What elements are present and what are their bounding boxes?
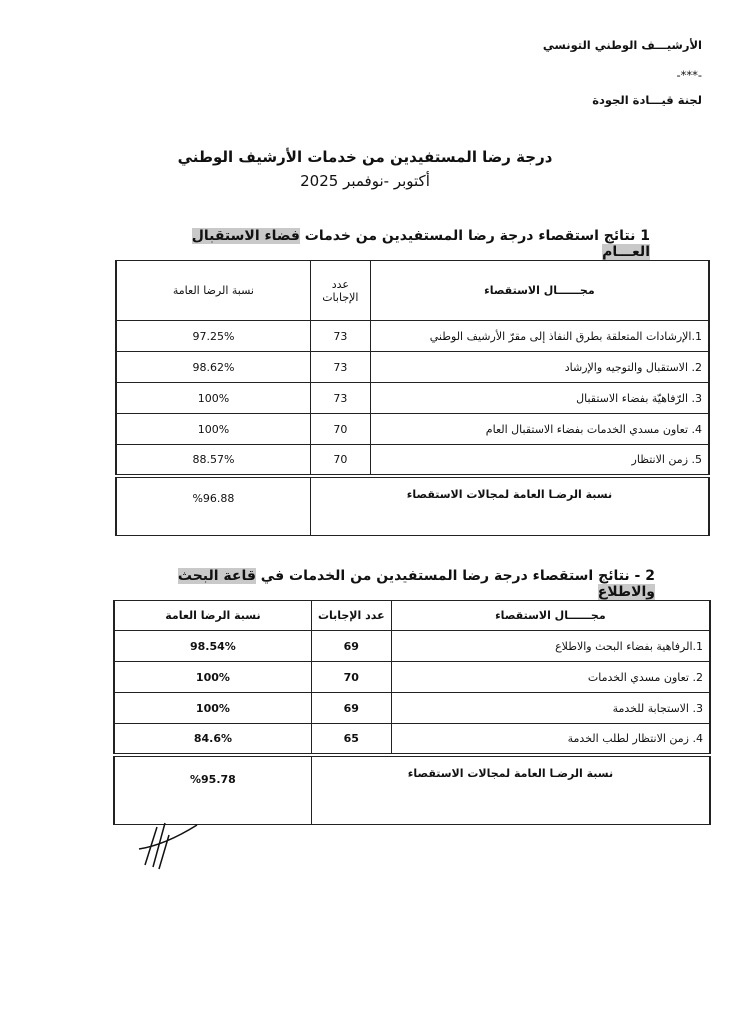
column-header-responses: عدد الإجابات [311,601,391,631]
total-row [114,755,710,825]
domain-cell: 4. تعاون مسدي الخدمات بفضاء الاستقبال العام [370,414,709,445]
total-row [116,476,709,536]
section2-heading-text: 2 - نتائج استقصاء درجة رضا المستفيدين من الخدمات في [255,568,655,584]
total-value: %95.78 [114,755,311,825]
rate-cell: 100% [114,693,311,724]
section2-heading-highlight: قاعة البحث والاطلاع [177,568,655,600]
column-header-domain: مجــــــال الاستقصاء [370,261,709,321]
responses-cell: 73 [310,321,370,352]
section1-table [115,260,710,536]
responses-cell: 73 [310,383,370,414]
column-header-rate: نسبة الرضا العامة [116,261,310,321]
rate-cell: 88.57% [116,445,310,476]
section2-table [113,600,711,825]
responses-cell: 73 [310,352,370,383]
responses-cell: 70 [310,445,370,476]
institution-name: الأرشيـــف الوطني التونسي [542,38,702,52]
responses-cell: 69 [311,693,391,724]
rate-cell: 100% [116,414,310,445]
domain-cell: 4. زمن الانتظار لطلب الخدمة [391,724,710,755]
rate-cell: 98.54% [114,631,311,662]
column-header-responses: عدد الإجابات [310,261,370,321]
table-row [114,631,710,662]
header-separator: -***- [676,68,702,82]
domain-cell: 1.الرفاهية بفضاء البحث والاطلاع [391,631,710,662]
rate-cell: 100% [116,383,310,414]
table-row [116,414,709,445]
section1-heading-text: 1 نتائج استقصاء درجة رضا المستفيدين من خدمات [299,228,650,244]
responses-cell: 70 [310,414,370,445]
rate-cell: 98.62% [116,352,310,383]
document-title: درجة رضا المستفيدين من خدمات الأرشيف الوطني [177,148,553,166]
total-value: %96.88 [116,476,310,536]
total-label: نسبة الرضـا العامة لمجالات الاستقصاء [310,476,709,536]
responses-cell: 70 [311,662,391,693]
responses-cell: 69 [311,631,391,662]
rate-cell: 84.6% [114,724,311,755]
table-header-row [116,261,709,321]
domain-cell: 2. الاستقبال والتوجيه والإرشاد [370,352,709,383]
section1-heading-highlight: فضاء الاستقبال العـــام [191,228,650,260]
domain-cell: 3. الاستجابة للخدمة [391,693,710,724]
table-header-row [114,601,710,631]
domain-cell: 5. زمن الانتظار [370,445,709,476]
table-row [116,445,709,476]
rate-cell: 97.25% [116,321,310,352]
domain-cell: 2. تعاون مسدي الخدمات [391,662,710,693]
column-header-domain: مجــــــال الاستقصاء [391,601,710,631]
table-row [114,693,710,724]
rate-cell: 100% [114,662,311,693]
table-row [116,352,709,383]
table-row [116,383,709,414]
total-label: نسبة الرضـا العامة لمجالات الاستقصاء [311,755,710,825]
table-row [116,321,709,352]
committee-name: لجنة قيـــادة الجودة [592,93,702,107]
domain-cell: 3. الرّفاهيّة بفضاء الاستقبال [370,383,709,414]
signature-icon [135,815,205,875]
table-row [114,662,710,693]
responses-cell: 65 [311,724,391,755]
table-row [114,724,710,755]
section2-heading [150,568,655,600]
domain-cell: 1.الإرشادات المتعلقة بطرق النفاذ إلى مقرّ الأرشيف الوطني [370,321,709,352]
section1-heading [170,228,650,260]
document-period: أكتوبر -نوفمبر 2025 [300,172,430,190]
column-header-rate: نسبة الرضا العامة [114,601,311,631]
